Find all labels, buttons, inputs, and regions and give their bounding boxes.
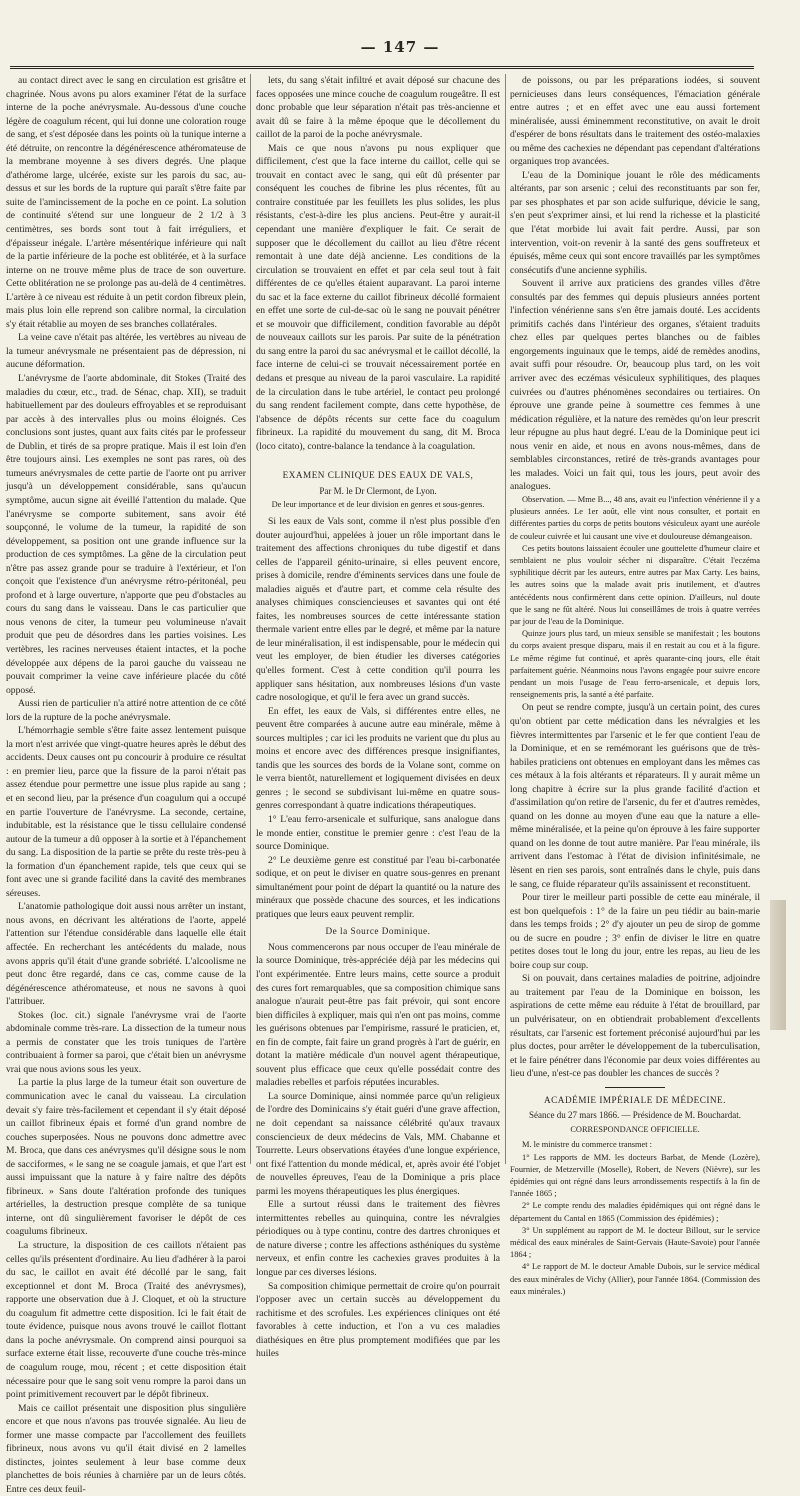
page-header: [0, 38, 800, 58]
paragraph: L'anévrysme de l'aorte abdominale, dit Stokes (Traité des maladies du cœur, etc., trad. de Sénac, chap. XII), se traduit habituellement par des douleurs effroyables et se reproduisant par accès à des intervalles plus ou moins éloignés. Ces conclusions sont justes, quant aux faits cités par le professeur de Dublin, et tirés de sa propre pratique. Mais il est loin d'en être toujours ainsi. Les exemples ne sont pas rares, où des tumeurs anévrysmales de cette partie de l'aorte ont pu arriver jusqu'à un développement considérable, sans qu'aucun symptôme, aucun signe ait éveillé l'attention du malade. Que l'anévrysme se comporte subitement, sans avoir été soupçonné, le volume de la tumeur, la rapidité de son développement, sa position ont une grande influence sur la production de ces symptômes. La gêne de la circulation peut n'être pas assez grande pour se traduire à l'extérieur, et l'on conçoit que l'existence d'un anévrysme rétro-péritonéal, peu profond et à large ouverture, n'apporte que peu d'obstacles au cours du sang dans le vaisseau. Dans le cas particulier que nous venons de citer, la tumeur peu volumineuse n'avait produit que peu de désordres dans les parties voisines. Les vertèbres, les racines nerveuses étaient intactes, et la poche développée aux dépens de la paroi gauche du vaisseau ne pouvait comprimer la veine cave inférieure placée du côté opposé.: [6, 373, 246, 696]
column-3: [510, 74, 760, 1296]
column-2: [256, 74, 500, 1360]
column-1: [6, 74, 246, 1495]
column-divider: [250, 74, 251, 1164]
paragraph: Aussi rien de particulier n'a attiré notre attention de ce côté lors de la rupture de la poche anévrysmale.: [6, 698, 246, 723]
paragraph: Ces petits boutons laissaient écouler une gouttelette d'humeur claire et semblaient ne plus vouloir sécher ni disparaître. C'était l'eczéma syphilitique décrit par les auteurs, entre autres par Max Carty. Les bains, les autres soins que la malade avait pris inutilement, et d'autres antécédents nous confirmèrent dans cette opinion. D'ailleurs, nul doute que le sang ne fût altéré. Nous lui conseillâmes de trois à quatre verrées par jour de l'eau de la Dominique.: [510, 543, 760, 626]
paragraph: de poissons, ou par les préparations iodées, si souvent pernicieuses dans leurs conséquences, l'émaciation générale entre autres ; et en effet avec une eau aussi fortement minéralisée, aussi éminemment reconstitutive, on avait le droit d'espérer de bons résultats dans le traitement des ostéo-malaxies ou même des cachexies ne dépendant pas cependant d'altérations organiques trop avancées.: [510, 75, 760, 168]
paragraph: Mais ce que nous n'avons pu nous expliquer que difficilement, c'est que la face interne du caillot, celle qui se trouvait en contact avec le sang, qui eût dû présenter par conséquent les couches de fibrine les plus récentes, fût au contraire constituée par les feuillets les plus solides, les plus résistants, c'est-à-dire les plus anciens. Peut-être y aurait-il cependant une manière d'expliquer le fait. Ce serait de supposer que le décollement du caillot au lieu d'être récent remontait à une date déjà ancienne. Les conditions de la circulation se trouvaient en effet et par cela seul tout à fait différentes de ce qu'elles étaient auparavant. La paroi interne du sac et la face externe du caillot fibrineux décollé formaient en effet une sorte de cul-de-sac où le sang ne pouvait pénétrer et se mouvoir que difficilement, condition favorable au dépôt de nouveaux caillots sur les parois. Par suite de la pénétration du sang entre la paroi du sac anévrysmal et le caillot décollé, la face interne de celui-ci se trouvait nécessairement portée en dedans et presque au niveau de la paroi vasculaire. La rapidité de la circulation dans le tube artériel, le contact peu prolongé du sang rendent facilement compte, dans cette hypothèse, de l'absence de dépôts récents sur cette face du coagulum fibrineux. La rapidité du mouvement du sang, dit M. Broca (loco citato), contre-balance la tendance à la coagulation.: [256, 142, 500, 452]
paragraph: M. le ministre du commerce transmet :: [522, 1140, 653, 1150]
paragraph: L'anatomie pathologique doit aussi nous arrêter un instant, nous avons, en décrivant les altérations de l'aorte, appelé l'attention sur l'étendue considérable dans laquelle elle était affectée. En recherchant les antécédents du malade, nous avons appris qu'il était d'une grande sobriété. L'alcoolisme ne peut donc être regardé, dans ce cas, comme cause de la dégénérescence athéromateuse, et nous ne savons à quoi l'attribuer.: [6, 901, 246, 1008]
paragraph: 4° Le rapport de M. le docteur Amable Dubois, sur le service médical des eaux minérales de Vichy (Allier), pour l'année 1864. (Commission des eaux minérales.): [510, 1262, 760, 1296]
paragraph: 2° Le compte rendu des maladies épidémiques qui ont régné dans le département du Cantal en 1865 (Commission des épidémies) ;: [510, 1201, 760, 1223]
paragraph: Elle a surtout réussi dans le traitement des fièvres intermittentes rebelles au quinquina, contre les névralgies périodiques ou à type continu, contre des dartres chroniques et de nature diverse ; contre les affections asthéniques du système nerveux, et enfin contre les cachexies graves produites à la longue par ces diverses lésions.: [256, 1199, 500, 1279]
paragraph: lets, du sang s'était infiltré et avait déposé sur chacune des faces opposées une mince couche de coagulum rougeâtre. Il est donc probable que leur séparation n'était pas très-ancienne et avait dû se faire à la même époque que le décollement du caillot de la paroi de la poche anévrysmale.: [256, 75, 500, 141]
paragraph: Nous commencerons par nous occuper de l'eau minérale de la source Dominique, très-appréciée déjà par les médecins qui l'ont expérimentée. Entre leurs mains, cette source a produit des cures fort remarquables, que sa composition chimique sans analogue n'aurait peut-être pas fait prévoir, qui sont encore bien difficiles à expliquer, mais qui n'en ont pas moins, comme les guérisons obtenues par l'empirisme, rassuré le praticien, et, en fin de compte, fait faire un grand progrès à l'art de guérir, en dotant la matière médicale d'un nouvel agent thérapeutique, souvent plus efficace que ceux qu'elle possédait contre des maladies rebelles et parfois réputées incurables.: [256, 941, 500, 1089]
paragraph: La source Dominique, ainsi nommée parce qu'un religieux de l'ordre des Dominicains s'y était guéri d'une grave affection, ne doit cependant sa naissance célébrité qu'aux travaux consciencieux de deux médecins de Vals, MM. Chabanne et Tourrette. Leurs observations étayées d'une longue expérience, ont fixé l'attention du monde médical, et, après avoir été l'objet de nouvelles épreuves, l'eau de la Dominique a pris place parmi les moyens thérapeutiques les plus énergiques.: [256, 1090, 500, 1197]
paragraph: Si on pouvait, dans certaines maladies de poitrine, adjoindre au traitement par l'eau de la Dominique en boisson, les aspirations de cette même eau réduite à l'état de brouillard, par un pulvérisateur, on en obtiendrait probablement d'excellents résultats, car l'arsenic est fortement préconisé aujourd'hui par les plus doctes, pour arrêter le développement de la tuberculisation, et le faire pénétrer dans l'économie par deux voies différentes au lieu d'une, n'est-ce pas doubler les chances de succès ?: [510, 973, 760, 1080]
subsection-heading: De la Source Dominique.: [325, 926, 431, 937]
header-rule: [10, 66, 754, 69]
academy-session: Séance du 27 mars 1866. — Présidence de M. Bouchardat.: [529, 1110, 741, 1121]
correspondence-heading: CORRESPONDANCE OFFICIELLE.: [570, 1124, 700, 1134]
correspondence-block: [510, 1139, 760, 1298]
paragraph: Si les eaux de Vals sont, comme il n'est plus possible d'en douter aujourd'hui, appelées à jouer un rôle important dans le traitement des affections chroniques du tube digestif et dans celles de l'appareil génito-urinaire, si elles peuvent encore, prises à domicile, rendre d'éminents services dans une foule de maladies aiguës et d'autre part, et comme cela résulte des analyses chimiques consciencieuses et savantes qui ont été faites, les nombreuses sources de cette intéressante station thermale varient entre elles par le degré, et même par la nature de leur minéralisation, il est indispensable, pour le médecin qui veut les employer, de bien étudier les diverses catégories qu'elles forment. C'est à cette condition qu'il pourra les appliquer sans hésitation, aux nombreuses lésions d'un vaste cadre nosologique, et qu'il le fera avec un grand succès.: [256, 515, 500, 704]
observation-block: [510, 494, 760, 701]
paragraph: 2° Le deuxième genre est constitué par l'eau bi-carbonatée sodique, et on peut le diviser en quatre sous-genres en prenant simultanément pour point de départ la quantité ou la nature des minéraux que possède chacune des sources, et les indications pratiques que leurs eaux peuvent remplir.: [256, 854, 500, 920]
page-number: — 147 —: [360, 38, 440, 56]
column-divider: [505, 74, 506, 1164]
paragraph: L'eau de la Dominique jouant le rôle des médicaments altérants, par son arsenic ; celui des reconstituants par son fer, par ses phosphates et par son acide sulfurique, dévicie le sang, s'en peut s'exprimer ainsi, et lui rend la richesse et la plasticité que l'état morbide lui avait fait perdre. Aussi, par son intervention, voit-on revenir à la santé des gens souffreteux et épuisés, même ceux qui sont encore travaillés par les symptômes consécutifs d'une ancienne syphilis.: [510, 169, 760, 276]
binding-edge: [770, 900, 786, 1030]
paragraph: La partie la plus large de la tumeur était son ouverture de communication avec le canal du vaisseau. La circulation devait s'y faire très-facilement et cependant il s'y était déposé un caillot fibrineux épais et formé d'un grand nombre de couches superposées. Nous ne pouvons donc admettre avec M. Broca, que dans ces anévrysmes qu'il désigne sous le nom de sacciformes, « le sang ne se coagule jamais, et que l'art est aussi impuissant que la nature à y faire naître des dépôts fibrineux. » Sans doute l'altération profonde des tuniques artérielles, la destruction presque complète de sa tunique interne, ont dû singulièrement favoriser le dépôt de ces coagulums fibrineux.: [6, 1077, 246, 1238]
paragraph: En effet, les eaux de Vals, si différentes entre elles, ne peuvent être comparées à aucune autre eau minérale, même à sources multiples ; car ici les produits ne varient que du plus au moins et encore avec des différences presque insignifiantes, tandis que les sources des bords de la Volane sont, comme on le verra bientôt, naturellement et logiquement divisées en deux genres ; le second se subdivisant lui-même en quatre sous-genres correspondant à quatre indications thérapeutiques.: [256, 705, 500, 812]
paragraph: Quinze jours plus tard, un mieux sensible se manifestait ; les boutons du corps avaient presque disparu, mais il en restait au cou et à la figure. Le même régime fut continué, et après quarante-cinq jours, elle était parfaitement guérie. Néanmoins nous l'avons engagée pour suivre encore pendant un mois l'usage de l'eau ferro-arsenicale, et depuis lors, renseignements pris, la santé a été parfaite.: [510, 629, 760, 700]
article-subtitle: De leur importance et de leur division en genres et sous-genres.: [271, 500, 485, 510]
paragraph: La structure, la disposition de ces caillots n'étaient pas celles qu'ils présentent d'ordinaire. Au lieu d'adhérer à la paroi du sac, le caillot en avait été décollé par le sang, fait exceptionnel et dont M. Broca (Traité des anévrysmes), rapporte une observation due à J. Cloquet, et où la structure du coagulum fit admettre cette disposition. Ici le fait était de toute évidence, puisque nous avons trouvé le caillot flottant dans la poche anévrysmale. On comprend ainsi pourquoi sa surface externe était lisse, recouverte d'une couche très-mince de coagulum rouge, mou, récent ; et cette disposition était nécessaire pour que le sang soit venu rompre la paroi dans un point primitivement recouvert par le dépôt fibrineux.: [6, 1240, 246, 1401]
paragraph: Mais ce caillot présentait une disposition plus singulière encore et que nous n'avons pas trouvée signalée. Au lieu de former une masse compacte par l'accollement des feuillets fibrineux, nous avons vu qu'il était divisé en 2 lamelles distinctes, jointes seulement à leur base comme deux planchettes de bois réunies à charnière par un de leurs côtés. Entre ces deux feuil-: [6, 1402, 246, 1495]
paragraph: Observation. — Mme B..., 48 ans, avait eu l'infection vénérienne il y a plusieurs années. Le 1er août, elle vint nous consulter, et portait en différentes parties du corps de petits boutons vésiculeux ayant une auréole de couleur cuivrée et lui causant une vive et douloureuse démangeaison.: [510, 494, 760, 541]
article-heading: EXAMEN CLINIQUE DES EAUX DE VALS,: [282, 470, 474, 481]
paragraph: 3° Un supplément au rapport de M. le docteur Billout, sur le service médical des eaux minérales de Saint-Gervais (Haute-Savoie) pour l'année 1864 ;: [510, 1225, 760, 1260]
paragraph: Sa composition chimique permettait de croire qu'on pourrait l'opposer avec un certain succès au développement du rachitisme et des scrofules. Les expériences cliniques ont été favorables à cette induction, et l'on a vu ces maladies diathésiques en être plus promptement modifiées que par les huiles: [256, 1280, 500, 1360]
paragraph: Stokes (loc. cit.) signale l'anévrysme vrai de l'aorte abdominale comme très-rare. La dissection de la tumeur nous a permis de constater que les trois tuniques de l'artère contribuaient à former sa paroi, que c'était bien un anévrysme vrai que nous avions sous les yeux.: [6, 1009, 246, 1075]
paragraph: On peut se rendre compte, jusqu'à un certain point, des cures qu'on obtient par cette médication dans les névralgies et les fièvres intermittentes par l'arsenic et le fer que contient l'eau de la Dominique, et en se remémorant les guérisons que de très-habiles praticiens ont obtenues en employant dans les mêmes cas ces métaux à la fois altérants et réparateurs. Il y aurait même un long chapitre à écrire sur la plus grande facilité d'action et d'assimilation qu'on retire de l'arsenic, du fer et d'autres remèdes, quand on les donne au moyen d'une eau que la nature a elle-même minéralisée, et la peine qu'on éprouve à les faire supporter quand on les donne de tout autre manière. Par l'eau minérale, ils arrivent dans l'estomac à l'état de division infinitésimale, ne lèsent en rien ses parois, sont entraînés dans le chyle, puis dans le sang, ce fluide réparateur qu'ils assainissent et reconstituent.: [510, 702, 760, 890]
section-divider: [605, 1087, 665, 1088]
paragraph: Souvent il arrive aux praticiens des grandes villes d'être consultés par des femmes qui depuis plusieurs années portent l'infection vénérienne sans s'en être jamais douté. Les accidents primitifs cachés dans l'intérieur des organes, s'étaient traduits chez elles par quelques pertes blanches ou de faibles engorgements inguinaux que le temps, aidé de remèdes anodins, avait suffi pour résoudre. Or, beaucoup plus tard, on les voit arriver avec des eczémas vésiculeux syphilitiques, des plaques cuivrées ou d'autres phénomènes secondaires ou tertiaires. On éprouve une grande peine à soumettre ces femmes à une médication régulière, et la nature des remèdes qu'on leur prescrit leur répugne au plus haut degré. L'eau de la Dominique peut ici nous venir en aide, et nous en avons nous-mêmes, dans de semblables circonstances, retiré de très-grands avantages pour les malades. Voici un fait qui, tous les jours, peut avoir des analogues.: [510, 278, 760, 493]
paragraph: 1° Les rapports de MM. les docteurs Barbat, de Mende (Lozère), Fournier, de Metzerville (Moselle), Robert, de Nevers (Nièvre), sur les épidémies qui ont régné dans leurs arrondissements respectifs à la fin de l'année 1865 ;: [510, 1152, 760, 1199]
article-byline: Par M. le Dr Clermont, de Lyon.: [319, 485, 437, 496]
paragraph: La veine cave n'était pas altérée, les vertèbres au niveau de la tumeur anévrysmale ne présentaient pas de dépression, ni aucune déformation.: [6, 332, 246, 371]
paragraph: au contact direct avec le sang en circulation est grisâtre et chagrinée. Nous avons pu alors examiner l'état de la surface interne de la poche anévrysmale. Au-dessous d'une couche légère de coagulum récent, qui lui donne une coloration rouge de sang, et s'est déposée dans les points où la tunique interne a été détruite, on rencontre la dégénérescence athéromateuse de la membrane moyenne à ses divers degrés. Une plaque d'athérome large, ulcérée, existe sur les parois du sac, au-dessus et sur les bords de la rupture qui paraît s'être faite par suite de l'amincissement de la poche en ce point. La solution de continuité s'étend sur une longueur de 2 1/2 à 3 centimètres, ses bords sont tout à fait irréguliers, et d'épaisseur inégale. L'artère mésentérique inférieure qui naît de la partie inférieure de la poche est oblitérée, et à la surface interne on ne trouve même plus de trace de son ouverture. Cette oblitération ne se prolonge pas au-delà de 4 centimètres. L'artère à ce niveau est réduite à un petit cordon fibreux plein, mais plus loin elle reprend son calibre normal, la circulation s'y était rétablie au moyen de ses branches collatérales.: [6, 75, 246, 330]
paragraph: Pour tirer le meilleur parti possible de cette eau minérale, il est bon quelquefois : 1° de la faire un peu tiédir au bain-marie dans les temps froids ; 2° d'y ajouter un peu de sirop de gomme ou de sucre en poudre ; 3° enfin de diviser le litre en quatre petites doses tout le long du jour, entre les repas, au lieu de les boire coup sur coup.: [510, 892, 760, 971]
academy-heading: ACADÉMIE IMPÉRIALE DE MÉDECINE.: [544, 1094, 726, 1105]
paragraph: 1° L'eau ferro-arsenicale et sulfurique, sans analogue dans le monde entier, constitue le premier genre : c'est l'eau de la source Dominique.: [256, 813, 500, 853]
paragraph: L'hémorrhagie semble s'être faite assez lentement puisque la mort n'est arrivée que vingt-quatre heures après le début des accidents. Deux causes ont pu concourir à produire ce résultat : en premier lieu, parce que la fissure de la paroi n'était pas assez étendue pour permettre une issue plus rapide au sang ; et en second lieu, par la présence d'un coagulum qui a occupé en partie l'ouverture de l'anévrysme. La seconde, certaine, indubitable, est la résistance que le tissu cellulaire condensé autour de la tumeur a dû opposer à la sortie et à l'épanchement du sang. La disposition de la partie se prête du reste très-peu à la formation d'un épanchement rapide, tels que ceux qui se font avec une si grande facilité dans la cavité des membranes séreuses.: [6, 725, 246, 899]
